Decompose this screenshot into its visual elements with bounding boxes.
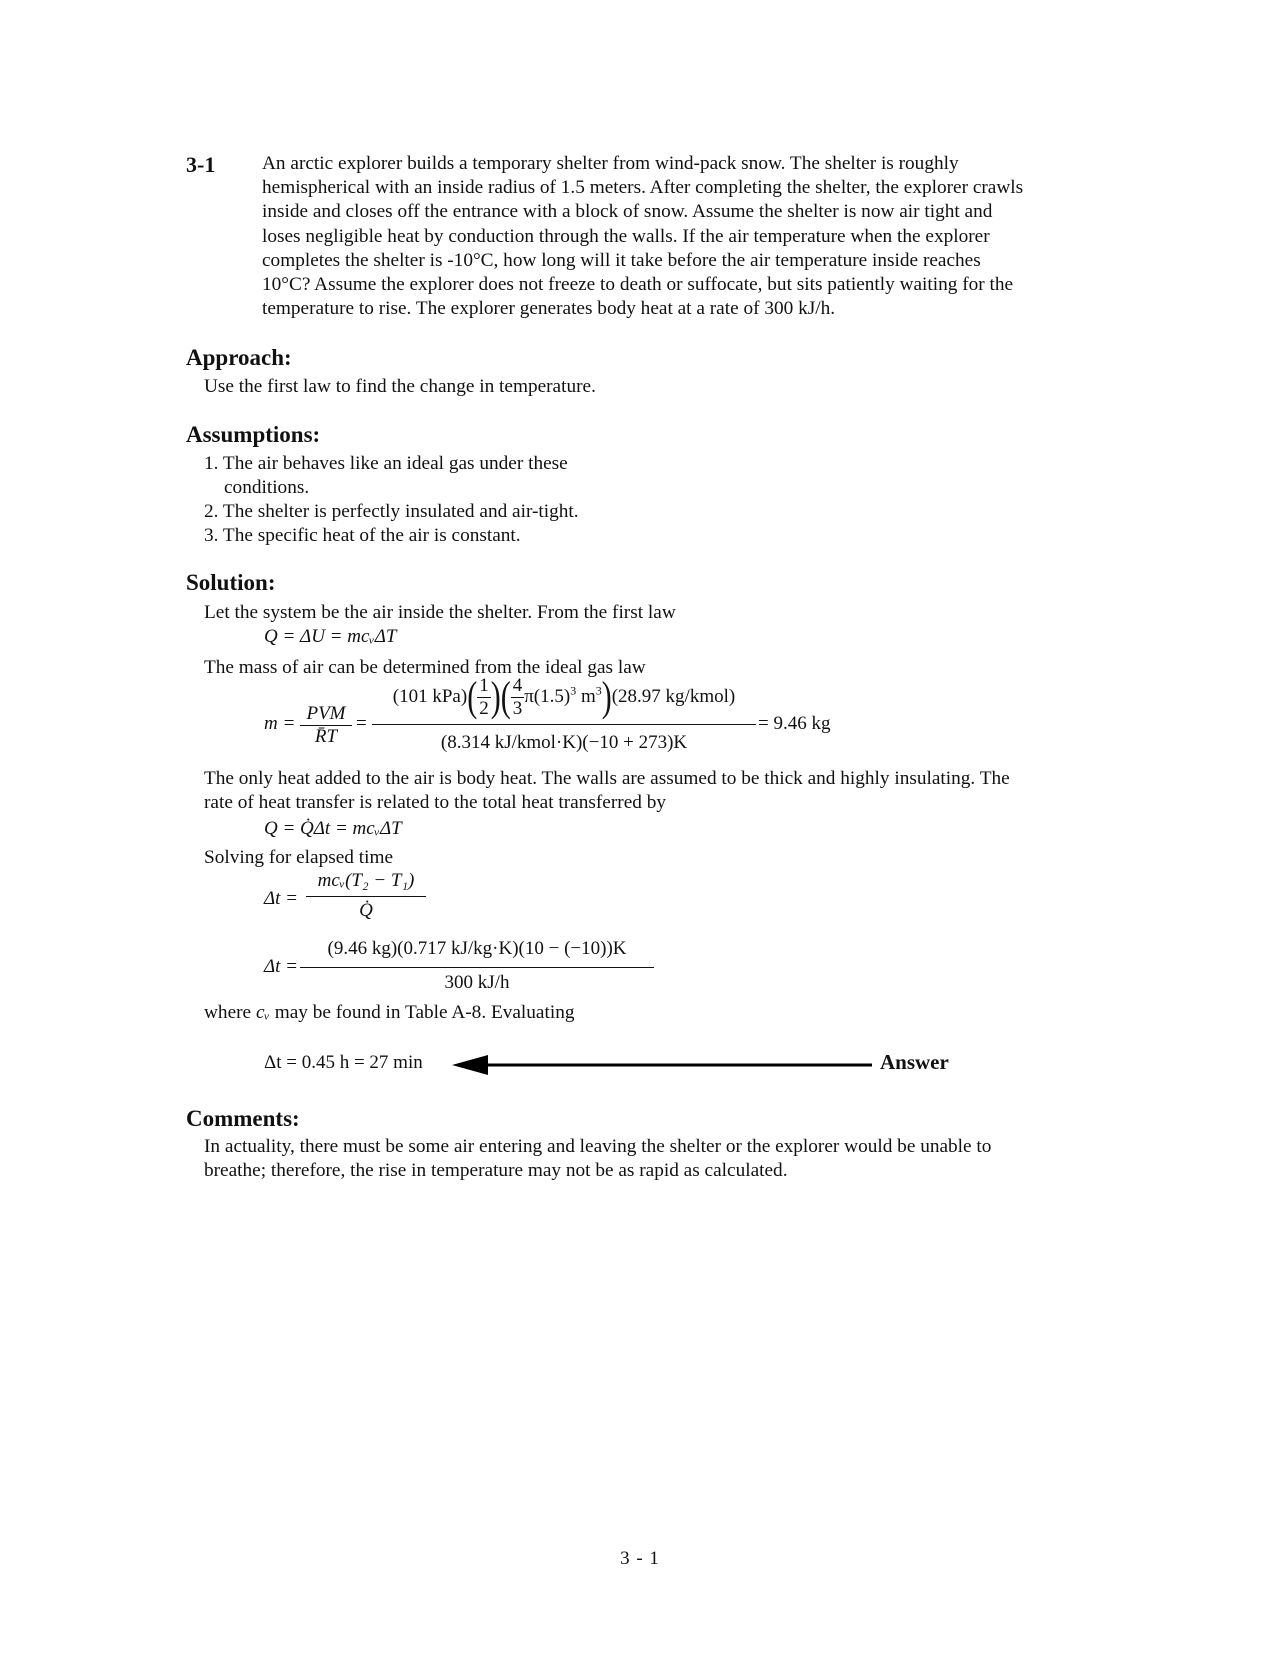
molar-mass-term: (28.97 kg/kmol) bbox=[611, 685, 736, 707]
problem-line: loses negligible heat by conduction through the walls. If the air temperature when the explorer bbox=[262, 225, 990, 247]
pi-radius: π(1.5) bbox=[524, 685, 571, 707]
delta-t-numeric-equation bbox=[264, 938, 664, 998]
answer-arrow-icon bbox=[452, 1052, 872, 1078]
approach-text: Use the first law to find the change in temperature. bbox=[204, 376, 596, 397]
delta-t-bar bbox=[306, 896, 426, 897]
pvm-fraction bbox=[300, 703, 352, 748]
problem-line: completes the shelter is -10°C, how long will it take before the air temperature inside reaches bbox=[262, 249, 981, 271]
answer-equation: Δt = 0.45 h = 27 min bbox=[264, 1052, 423, 1073]
pressure-term: (101 kPa) bbox=[392, 685, 468, 707]
pvm-den: R̄T bbox=[300, 725, 352, 748]
delta-t-lhs: Δt = bbox=[264, 956, 299, 977]
heat-rate-equation: Q = Q̇Δt = mcᵥΔT bbox=[264, 818, 402, 839]
comments-heading: Comments: bbox=[186, 1106, 300, 1131]
solution-heading: Solution: bbox=[186, 570, 276, 595]
solution-text-5: Solving for elapsed time bbox=[204, 847, 394, 868]
assumption-item: 3. The specific heat of the air is constant. bbox=[204, 525, 521, 546]
mass-lhs: m = bbox=[264, 713, 296, 734]
delta-t-numerator: mcᵥ(T₂ − T₁) bbox=[317, 870, 415, 891]
mass-denominator: (8.314 kJ/kmol·K)(−10 + 273)K bbox=[440, 732, 688, 753]
mass-numerator: (101 kPa)( $\frac{1}{2}$ )( $\frac{4}{3}$ $\pi(1.5)^3$ $m^3)(28.97$ kg/kmol) bbox=[392, 673, 736, 720]
comments-line: breathe; therefore, the rise in temperature may not be as rapid as calculated. bbox=[204, 1160, 788, 1181]
assumption-item: 1. The air behaves like an ideal gas under these bbox=[204, 453, 568, 474]
page-number: 3 - 1 bbox=[620, 1548, 660, 1569]
problem-line: 10°C? Assume the explorer does not freeze to death or suffocate, but sits patiently waiting for the bbox=[262, 274, 1014, 296]
solution-text-6: where cᵥ may be found in Table A-8. Evaluating bbox=[204, 1002, 575, 1023]
solution-text-1: Let the system be the air inside the shelter. From the first law bbox=[204, 602, 676, 623]
problem-line: hemispherical with an inside radius of 1.5 meters. After completing the shelter, the explorer crawls bbox=[262, 177, 1024, 199]
delta-t-denominator: Q̇ bbox=[359, 900, 373, 921]
assumption-item-cont: conditions. bbox=[224, 477, 310, 498]
assumption-item: 2. The shelter is perfectly insulated and air-tight. bbox=[204, 501, 579, 522]
comments-line: In actuality, there must be some air entering and leaving the shelter or the explorer would be unable to bbox=[204, 1136, 992, 1157]
approach-heading: Approach: bbox=[186, 345, 292, 370]
assumptions-heading: Assumptions: bbox=[186, 422, 321, 447]
solution-text-3: The only heat added to the air is body heat. The walls are assumed to be thick and highly insulating. The bbox=[204, 768, 1010, 789]
problem-line: An arctic explorer builds a temporary shelter from wind-pack snow. The shelter is roughly bbox=[262, 153, 959, 174]
first-law-equation: Q = ΔU = mcᵥΔT bbox=[264, 626, 397, 647]
delta-t-equation bbox=[264, 870, 464, 930]
mass-equation bbox=[264, 675, 884, 765]
delta-t-numeric-bar bbox=[300, 967, 654, 968]
mass-fraction-bar bbox=[372, 724, 756, 725]
problem-line: inside and closes off the entrance with a block of snow. Assume the shelter is now air tight and bbox=[262, 201, 993, 223]
delta-t-numeric-numerator: (9.46 kg)(0.717 kJ/kg·K)(10 − (−10))K bbox=[327, 938, 627, 959]
problem-number: 3-1 bbox=[186, 152, 216, 177]
solution-text-4: rate of heat transfer is related to the total heat transferred by bbox=[204, 792, 666, 813]
mass-result: = 9.46 kg bbox=[758, 713, 831, 734]
half-fraction: $\frac{1}{2}$ bbox=[479, 675, 489, 719]
delta-t-lhs: Δt = bbox=[264, 888, 299, 909]
problem-line: temperature to rise. The explorer generates body heat at a rate of 300 kJ/h. bbox=[262, 298, 836, 320]
pvm-num: PVM bbox=[306, 703, 346, 724]
delta-t-numeric-denominator: 300 kJ/h bbox=[444, 972, 510, 993]
mass-equals: = bbox=[356, 713, 367, 734]
solution-text-2: The mass of air can be determined from the ideal gas law bbox=[204, 657, 646, 678]
four-thirds-fraction: $\frac{4}{3}$ bbox=[512, 675, 523, 719]
answer-label: Answer bbox=[880, 1050, 949, 1074]
cv-symbol: cᵥ bbox=[255, 1002, 270, 1023]
problem-statement bbox=[262, 152, 1102, 321]
